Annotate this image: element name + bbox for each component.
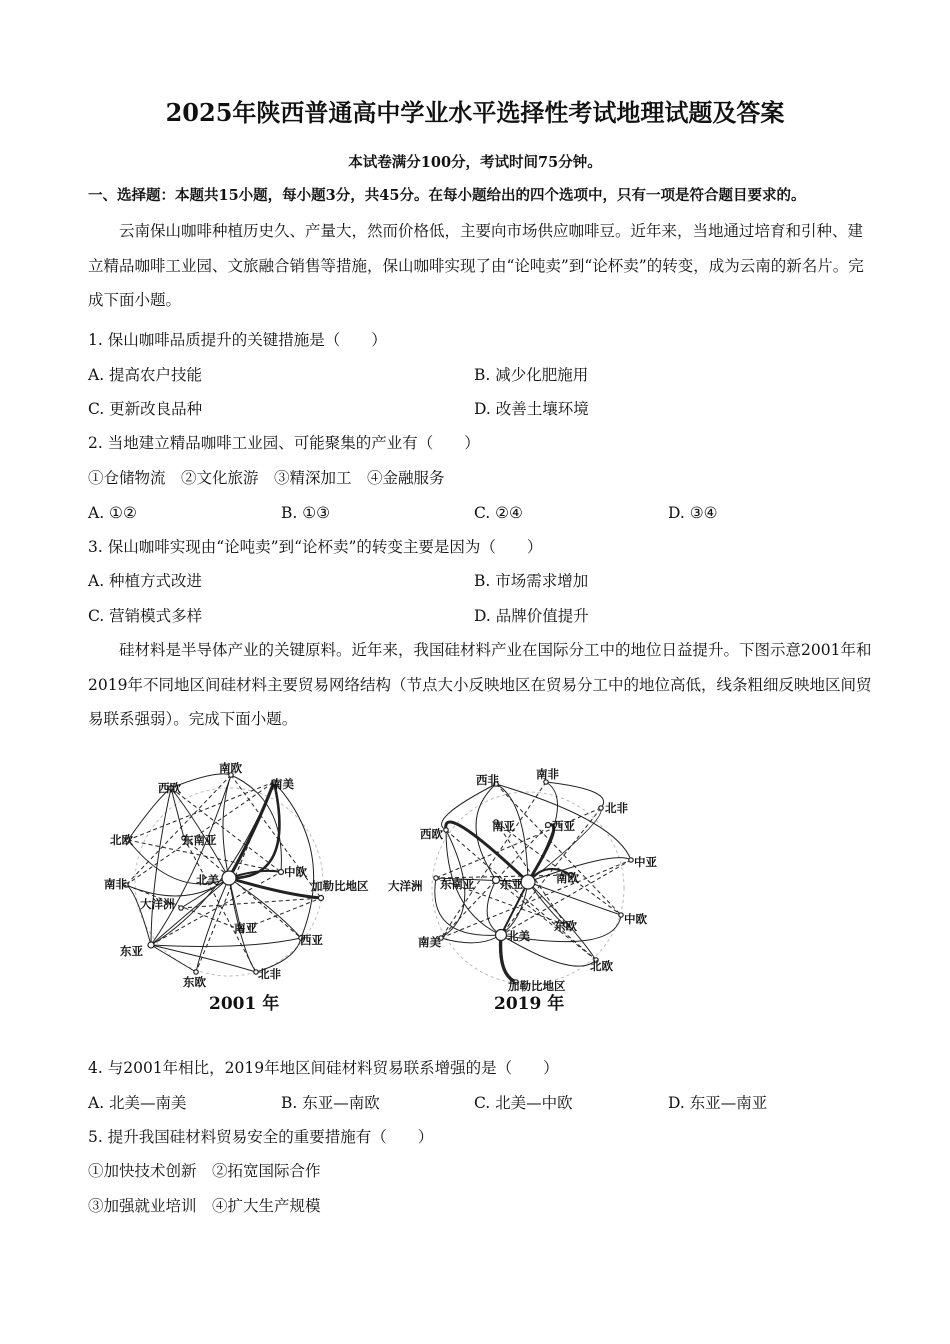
label-2019-caribbean: 加勒比地区 (508, 979, 566, 993)
q2-option-d: D. ③④ (668, 504, 718, 522)
q3-stem: 3. 保山咖啡实现由“论吨卖”到“论杯卖”的转变主要是因为（ ） (88, 538, 543, 556)
q4-option-c: C. 北美—中欧 (474, 1094, 573, 1112)
label-2001-caribbean: 加勒比地区 (311, 879, 369, 893)
exam-info: 本试卷满分100分，考试时间75分钟。 (348, 154, 602, 171)
label-2001-s-africa: 南非 (104, 877, 127, 891)
q2-option-a: A. ①② (88, 504, 137, 522)
label-2001-s-europe: 南欧 (219, 761, 242, 775)
page-title: 2025年陕西普通高中学业水平选择性考试地理试题及答案 (165, 98, 785, 127)
q3-option-a: A. 种植方式改进 (88, 572, 203, 590)
label-2019-n-africa: 北非 (605, 801, 628, 815)
label-2019-w-africa: 西非 (476, 773, 499, 787)
label-2019-s-africa: 南非 (536, 767, 559, 781)
q3-option-d: D. 品牌价值提升 (474, 607, 589, 625)
label-2001-n-africa: 北非 (258, 967, 281, 981)
label-2001-w-asia: 西亚 (300, 933, 323, 947)
q3-option-b: B. 市场需求增加 (474, 572, 589, 590)
q3-option-c: C. 营销模式多样 (88, 607, 203, 625)
trade-network-figure (96, 760, 736, 1020)
q4-option-d: D. 东亚—南亚 (668, 1094, 768, 1112)
passage-silicon: 硅材料是半导体产业的关键原料。近年来，我国硅材料产业在国际分工中的地位日益提升。下图示意2001年和2019年不同地区间硅材料主要贸易网络结构（节点大小反映地区在贸易分工中的地位高低，线条粗细反映地区间贸易联系强弱）。完成下面小题。 (88, 641, 872, 728)
label-year-2001: 2001 年 (209, 994, 280, 1014)
label-2019-s-europe: 南欧 (556, 871, 579, 885)
q5-stem: 5. 提升我国硅材料贸易安全的重要措施有（ ） (88, 1128, 434, 1146)
q1-option-a: A. 提高农户技能 (88, 366, 203, 384)
q1-option-d: D. 改善土壤环境 (474, 400, 589, 418)
label-2019-e-asia: 东亚 (500, 877, 523, 891)
q4-option-b: B. 东亚—南欧 (281, 1094, 380, 1112)
q2-stem: 2. 当地建立精品咖啡工业园、可能聚集的产业有（ ） (88, 434, 480, 452)
label-2019-n-europe: 北欧 (590, 959, 613, 973)
section-heading: 一、选择题：本题共15小题，每小题3分，共45分。在每小题给出的四个选项中，只有一项是符合题目要求的。 (88, 187, 806, 204)
q1-option-c: C. 更新改良品种 (88, 400, 203, 418)
label-2001-e-asia: 东亚 (120, 944, 143, 958)
label-2001-w-europe: 西欧 (158, 781, 181, 795)
labels-2019 (388, 767, 657, 1014)
q2-items: ①仓储物流 ②文化旅游 ③精深加工 ④金融服务 (88, 469, 445, 487)
q2-option-b: B. ①③ (281, 504, 331, 522)
label-2001-n-europe: 北欧 (110, 833, 133, 847)
q4-stem: 4. 与2001年相比，2019年地区间硅材料贸易联系增强的是（ ） (88, 1059, 559, 1077)
label-2001-s-america: 南美 (271, 777, 294, 791)
label-2019-se-asia: 东南亚 (440, 877, 475, 891)
label-2001-c-europe: 中欧 (284, 865, 307, 879)
label-year-2019: 2019 年 (494, 994, 565, 1014)
q2-option-c: C. ②④ (474, 504, 523, 522)
q5-items-2: ③加强就业培训 ④扩大生产规模 (88, 1197, 321, 1215)
q4-option-a: A. 北美—南美 (88, 1094, 187, 1112)
q5-items-1: ①加快技术创新 ②拓宽国际合作 (88, 1162, 321, 1180)
label-2001-e-europe: 东欧 (183, 975, 206, 989)
label-2019-c-asia: 中亚 (634, 855, 657, 869)
label-2019-e-europe: 东欧 (554, 919, 577, 933)
label-2019-w-europe: 西欧 (420, 827, 443, 841)
label-2019-n-america: 北美 (507, 929, 530, 943)
q1-option-b: B. 减少化肥施用 (474, 366, 589, 384)
label-2001-n-america: 北美 (196, 873, 219, 887)
label-2019-c-europe: 中欧 (624, 912, 647, 926)
label-2001-se-asia: 东南亚 (182, 833, 217, 847)
q1-stem: 1. 保山咖啡品质提升的关键措施是（ ） (88, 331, 387, 349)
label-2019-s-america: 南美 (418, 935, 441, 949)
passage-coffee: 云南保山咖啡种植历史久、产量大，然而价格低，主要向市场供应咖啡豆。近年来，当地通过培育和引种、建立精品咖啡工业园、文旅融合销售等措施，保山咖啡实现了由“论吨卖”到“论杯卖”的转变，成为云南的新名片。完成下面小题。 (88, 222, 864, 309)
label-2001-s-asia: 南亚 (234, 921, 257, 935)
label-2001-oceania: 大洋洲 (140, 897, 175, 911)
label-2019-w-asia: 西亚 (552, 819, 575, 833)
label-2019-oceania: 大洋洲 (388, 879, 423, 893)
label-2019-s-asia: 南亚 (492, 819, 515, 833)
